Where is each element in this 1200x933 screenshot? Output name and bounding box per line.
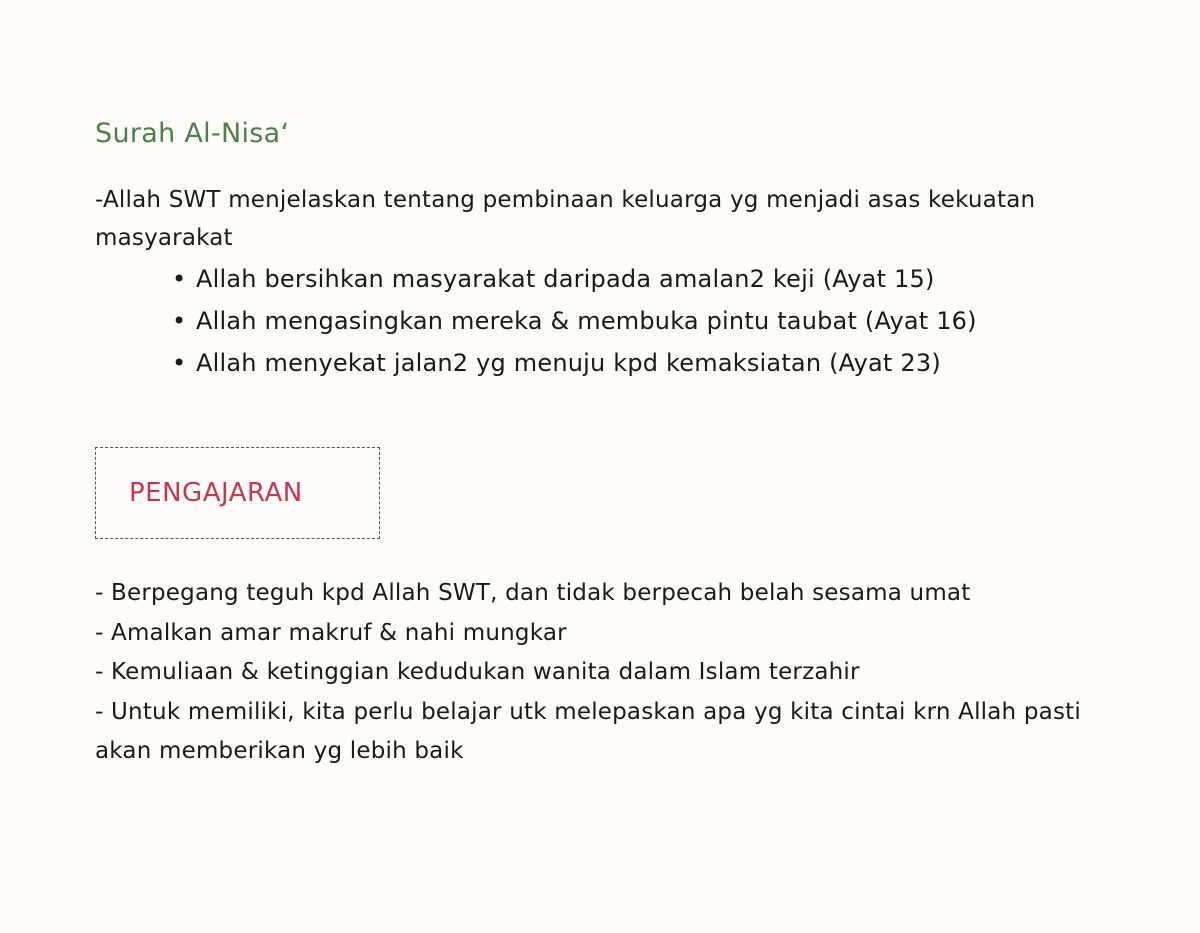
- list-item: - Kemuliaan & ketinggian kedudukan wanita dalam Islam terzahir: [95, 659, 860, 685]
- list-item: - Amalkan amar makruf & nahi mungkar: [95, 619, 567, 646]
- list-item: - Untuk memiliki, kita perlu belajar utk melepaskan apa yg kita cintai krn Allah pasti akan memberikan yg lebih baik: [95, 698, 1081, 764]
- lessons-list: [95, 574, 1115, 772]
- list-item: • Allah menyekat jalan2 yg menuju kpd kemaksiatan (Ayat 23): [170, 342, 977, 384]
- ayat-bullet-list: [170, 258, 977, 384]
- intro-paragraph: -Allah SWT menjelaskan tentang pembinaan keluarga yg menjadi asas kekuatan masyarakat: [95, 187, 1036, 251]
- section-heading-box: [95, 447, 380, 539]
- list-item: - Berpegang teguh kpd Allah SWT, dan tidak berpecah belah sesama umat: [95, 580, 971, 606]
- list-item: • Allah mengasingkan mereka & membuka pintu taubat (Ayat 16): [170, 300, 977, 342]
- list-item: • Allah bersihkan masyarakat daripada amalan2 keji (Ayat 15): [170, 258, 977, 300]
- page-title: Surah Al-Nisa‘: [95, 118, 290, 149]
- section-heading: PENGAJARAN: [129, 478, 303, 508]
